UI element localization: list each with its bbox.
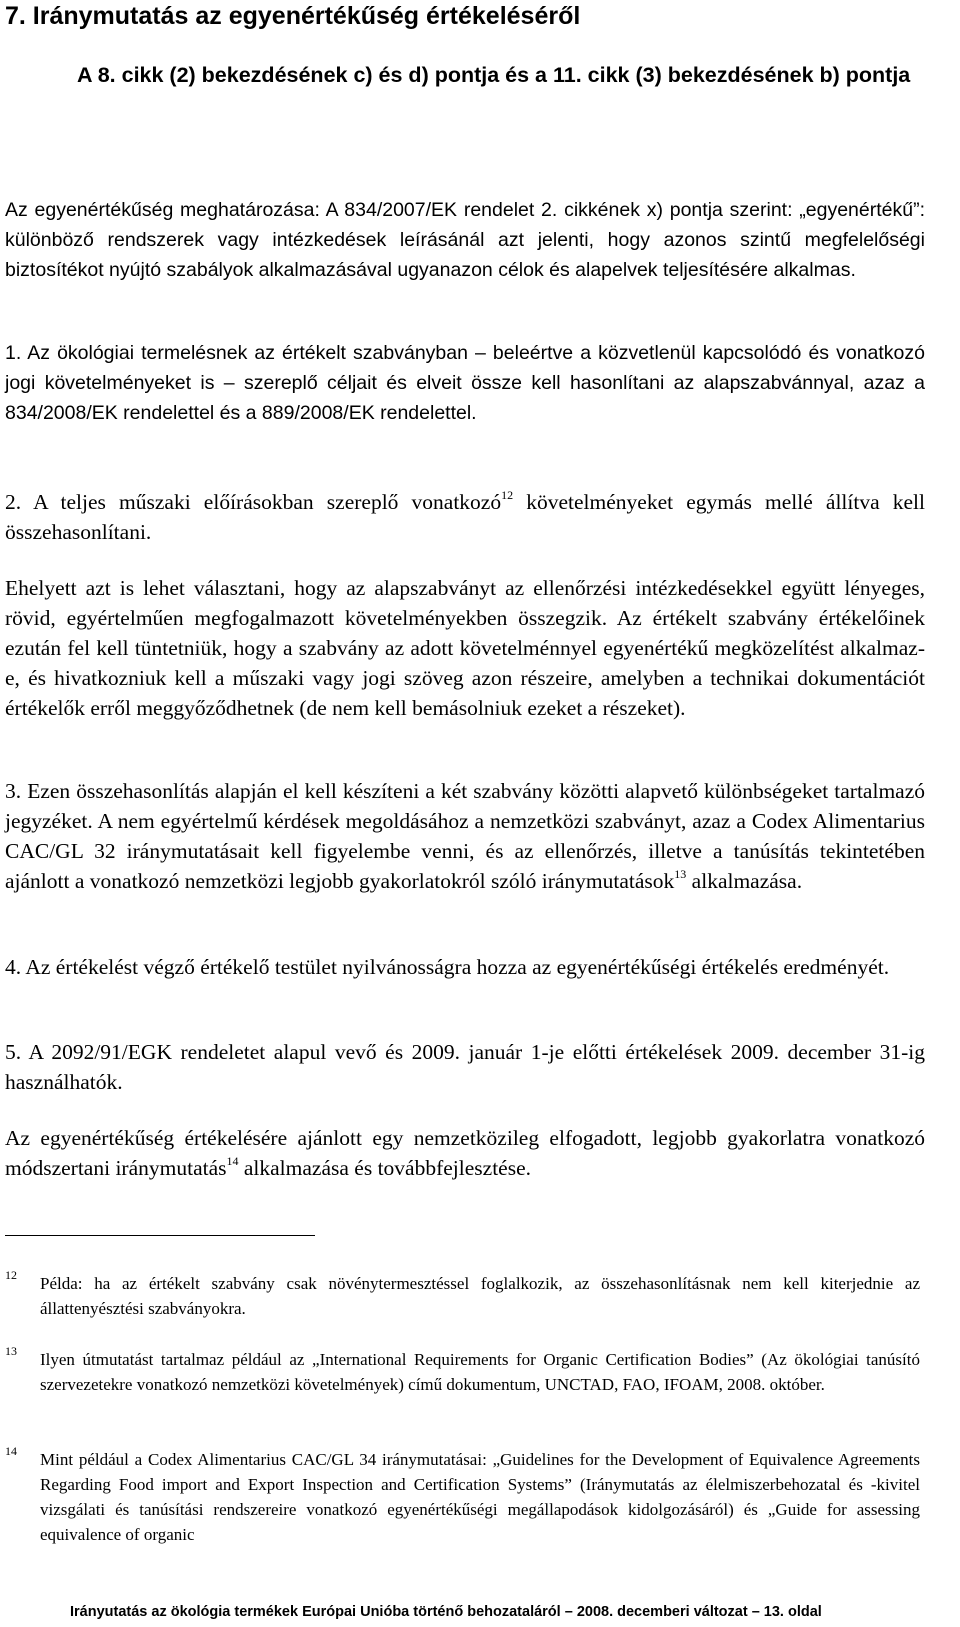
- page-footer: Irányutatás az ökológia termékek Európai Unióba történő behozataláról – 2008. decemberi változat – 13. oldal: [70, 1603, 930, 1621]
- footnote-text: Mint például a Codex Alimentarius CAC/GL 34 iránymutatásai: „Guidelines for the Development of Equivalence Agreements Regarding Food import and Export Inspection and Certification Systems” (Iránymutatás az élelmiszerbehozatal és -kivitel vizsgálati és tanúsítási rendszereire vonatkozó egyenértékűségi megállapodások kidolgozásáról) és „Guide for assessing equivalence of organic: [40, 1450, 920, 1544]
- recommendation-text-end: alkalmazása és továbbfejlesztése.: [238, 1156, 531, 1180]
- footnote-number: 14: [5, 1444, 17, 1458]
- step-3-text: 3. Ezen összehasonlítás alapján el kell készíteni a két szabvány közötti alapvető különbségeket tartalmazó jegyzéket. A nem egyértelmű kérdések megoldásához a nemzetközi szabványt, azaz a Codex Alimentarius CAC/GL 32 iránymutatásait kell figyelembe venni, és az ellenőrzés, illetve a tanúsítás tekintetében ajánlott a vonatkozó nemzetközi legjobb gyakorlatokról szóló iránymutatások: [5, 779, 925, 893]
- footnote-number: 13: [5, 1344, 17, 1358]
- step-2-alternative-paragraph: Ehelyett azt is lehet választani, hogy az alapszabványt az ellenőrzési intézkedésekkel együtt lényeges, rövid, egyértelműen megfogalmazott követelményekben összegzik. Az értékelt szabvány értékelőinek ezután fel kell tüntetniük, hogy a szabvány az adott követelménnyel egyenértékű megközelítést alkalmaz-e, és hivatkozniuk kell a műszaki vagy jogi szöveg azon részeire, amelyben a technikai dokumentációt értékelők erről meggyőződhetnek (de nem kell bemásolniuk ezeket a részeket).: [5, 576, 925, 720]
- section-subtitle: A 8. cikk (2) bekezdésének c) és d) pontja és a 11. cikk (3) bekezdésének b) pontja: [77, 63, 911, 87]
- section-title: 7. Iránymutatás az egyenértékűség értékeléséről: [5, 2, 581, 30]
- footnote-text: Példa: ha az értékelt szabvány csak növénytermesztéssel foglalkozik, az összehasonlításnak nem kell kiterjednie az állattenyésztési szabványokra.: [40, 1274, 920, 1318]
- definition-paragraph: Az egyenértékűség meghatározása: A 834/2007/EK rendelet 2. cikkének x) pontja szerint: „egyenértékű”: különböző rendszerek vagy intézkedések leírásánál azt jelenti, hogy azonos szintű megfelelőségi biztosítékot nyújtó szabályok alkalmazásával ugyanazon célok és alapelvek teljesítésére alkalmas.: [5, 199, 925, 281]
- step-2-text: 2. A teljes műszaki előírásokban szereplő vonatkozó: [5, 490, 502, 514]
- recommendation-text: Az egyenértékűség értékelésére ajánlott egy nemzetközileg elfogadott, legjobb gyakorlatra vonatkozó módszertani iránymutatás: [5, 1126, 925, 1180]
- step-2-text-end: követelményeket egymás mellé állítva kell összehasonlítani.: [5, 490, 925, 544]
- footnote-separator: [5, 1235, 315, 1236]
- footnote-12: [5, 1268, 920, 1321]
- step-4-paragraph: 4. Az értékelést végző értékelő testület nyilvánosságra hozza az egyenértékűségi értékelés eredményét.: [5, 955, 890, 979]
- footnote-ref-12: 12: [501, 488, 514, 502]
- footnote-13: [5, 1344, 920, 1397]
- footnote-text: Ilyen útmutatást tartalmaz például az „International Requirements for Organic Certification Bodies” (Az ökológiai tanúsító szervezetekre vonatkozó nemzetközi követelmények) című dokumentum, UNCTAD, FAO, IFOAM, 2008. október.: [40, 1350, 920, 1394]
- step-2-paragraph: [5, 487, 925, 547]
- step-5-paragraph: 5. A 2092/91/EGK rendeletet alapul vevő és 2009. január 1-je előtti értékelések 2009. december 31-ig használhatók.: [5, 1040, 925, 1094]
- step-1-paragraph: 1. Az ökológiai termelésnek az értékelt szabványban – beleértve a közvetlenül kapcsolódó és vonatkozó jogi követelményeket is – szereplő céljait és elveit össze kell hasonlítani az alapszabvánnyal, azaz a 834/2008/EK rendelettel és a 889/2008/EK rendelettel.: [5, 342, 925, 424]
- footnote-ref-14: 14: [226, 1154, 239, 1168]
- step-3-text-end: alkalmazása.: [686, 869, 803, 893]
- footnote-14: [5, 1444, 920, 1547]
- footnote-number: 12: [5, 1268, 17, 1282]
- recommendation-paragraph: [5, 1123, 925, 1183]
- footnote-ref-13: 13: [674, 867, 687, 881]
- step-3-paragraph: [5, 776, 925, 896]
